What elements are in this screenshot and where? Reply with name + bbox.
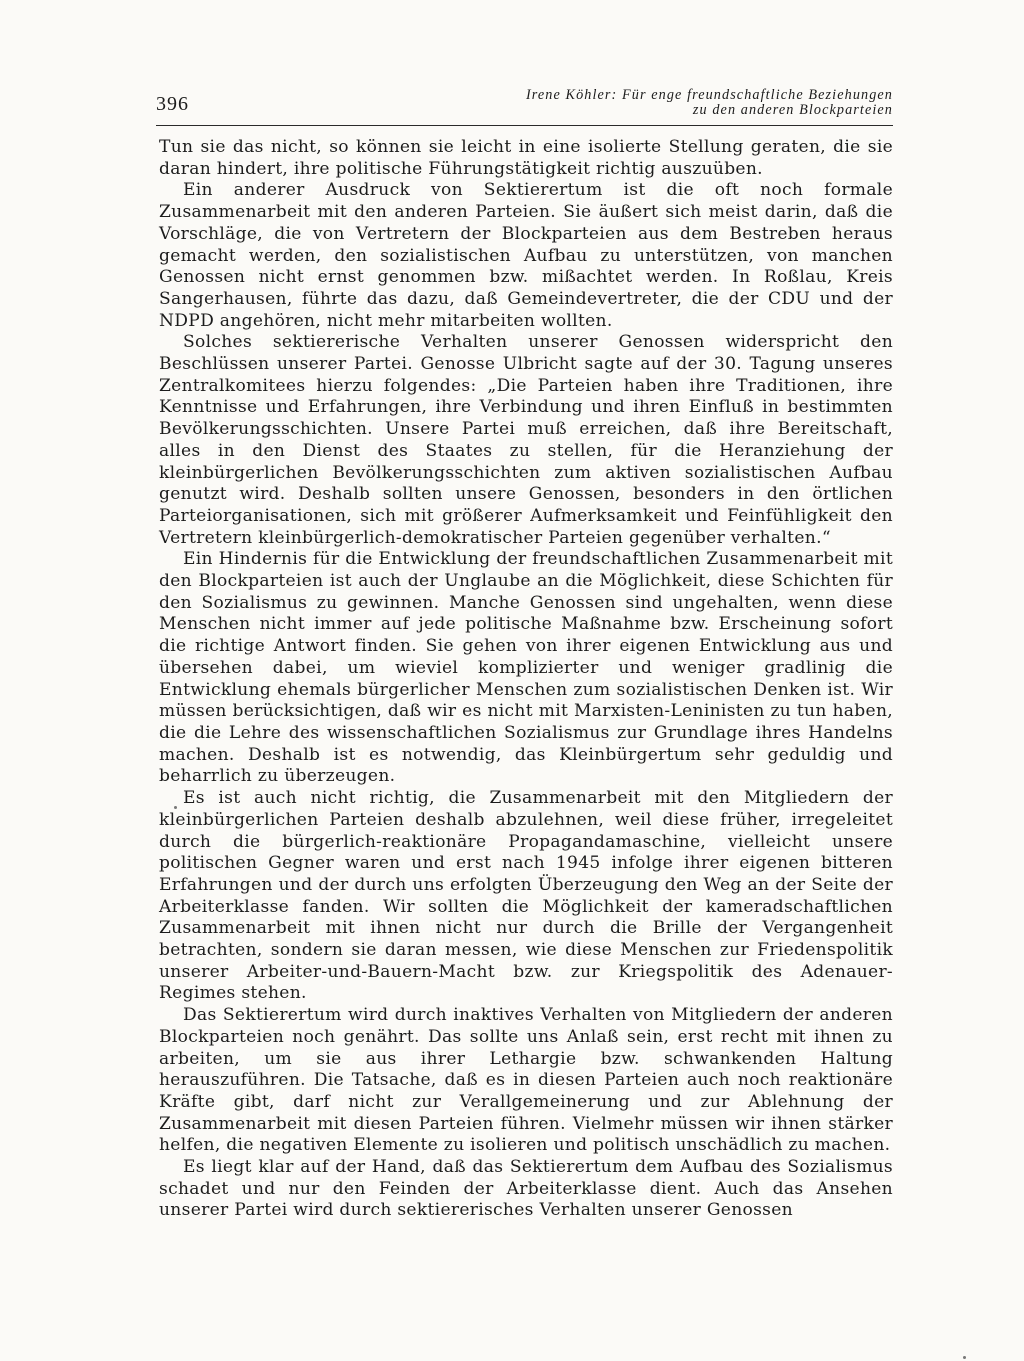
- paragraph: Es liegt klar auf der Hand, daß das Sektierertum dem Aufbau des Sozialismus schadet und nur den Feinden der Arbeiterklasse dient. Auch das Ansehen unserer Partei wird durch sektiererisches Verhalten unserer Genossen: [159, 1157, 893, 1221]
- print-speck: [174, 806, 177, 809]
- body-text: [159, 137, 893, 1222]
- running-head-line-2: zu den anderen Blockparteien: [692, 102, 893, 118]
- header-rule: [156, 125, 893, 126]
- page-number: 396: [156, 93, 189, 115]
- print-speck: [963, 1356, 966, 1359]
- paragraph: Tun sie das nicht, so können sie leicht in eine isolierte Stellung geraten, die sie daran hindert, ihre politische Führungstätigkeit richtig auszuüben.: [159, 137, 893, 179]
- running-head: [526, 88, 893, 118]
- paragraph: Das Sektierertum wird durch inaktives Verhalten von Mitgliedern der anderen Blockparteien noch genährt. Das sollte uns Anlaß sein, erst recht mit ihnen zu arbeiten, um sie aus ihrer Lethargie bzw. schwankenden Haltung herauszuführen. Die Tatsache, daß es in diesen Parteien auch noch reaktionäre Kräfte gibt, darf nicht zur Verallgemeinerung und zur Ablehnung der Zusammenarbeit mit diesen Parteien führen. Vielmehr müssen wir ihnen stärker helfen, die negativen Elemente zu isolieren und politisch unschädlich zu machen.: [159, 1005, 893, 1156]
- paragraph: Ein Hindernis für die Entwicklung der freundschaftlichen Zusammenarbeit mit den Blockparteien ist auch der Unglaube an die Möglichkeit, diese Schichten für den Sozialismus zu gewinnen. Manche Genossen sind ungehalten, wenn diese Menschen nicht immer auf jede politische Maßnahme bzw. Erscheinung sofort die richtige Antwort finden. Sie gehen von ihrer eigenen Entwicklung aus und übersehen dabei, um wieviel komplizierter und weniger gradlinig die Entwicklung ehemals bürgerlicher Menschen zum sozialistischen Denken ist. Wir müssen berücksichtigen, daß wir es nicht mit Marxisten-Leninisten zu tun haben, die die Lehre des wissenschaftlichen Sozialismus zur Grundlage ihres Handelns machen. Deshalb ist es notwendig, das Kleinbürgertum sehr geduldig und beharrlich zu überzeugen.: [159, 549, 893, 787]
- running-head-line-1: Irene Köhler: Für enge freundschaftliche Beziehungen: [525, 87, 893, 103]
- paragraph: Es ist auch nicht richtig, die Zusammenarbeit mit den Mitgliedern der kleinbürgerlichen Parteien deshalb abzulehnen, weil diese früher, irregeleitet durch die bürgerlich-reaktionäre Propagandamaschine, vielleicht unsere politischen Gegner waren und erst nach 1945 infolge ihrer eigenen bitteren Erfahrungen und der durch uns erfolgten Überzeugung den Weg an der Seite der Arbeiterklasse fanden. Wir sollten die Möglichkeit der kameradschaftlichen Zusammenarbeit mit ihnen nicht nur durch die Brille der Vergangenheit betrachten, sondern sie daran messen, wie diese Menschen zur Friedenspolitik unserer Arbeiter-und-Bauern-Macht bzw. zur Kriegspolitik des Adenauer-Regimes stehen.: [159, 788, 893, 1004]
- paragraph: Solches sektiererische Verhalten unserer Genossen widerspricht den Beschlüssen unserer Partei. Genosse Ulbricht sagte auf der 30. Tagung unseres Zentralkomitees hierzu folgendes: „Die Parteien haben ihre Traditionen, ihre Kenntnisse und Erfahrungen, ihre Verbindung und ihren Einfluß in bestimmten Bevölkerungsschichten. Unsere Partei muß erreichen, daß ihre Bereitschaft, alles in den Dienst des Staates zu stellen, für die Heranziehung der kleinbürgerlichen Bevölkerungsschichten zum aktiven sozialistischen Aufbau genutzt wird. Deshalb sollten unsere Genossen, besonders in den örtlichen Parteiorganisationen, sich mit größerer Aufmerksamkeit und Feinfühligkeit den Vertretern kleinbürgerlich-demokratischer Parteien gegenüber verhalten.“: [159, 332, 893, 548]
- page-header: [156, 88, 893, 124]
- paragraph: Ein anderer Ausdruck von Sektierertum ist die oft noch formale Zusammenarbeit mit den anderen Parteien. Sie äußert sich meist darin, daß die Vorschläge, die von Vertretern der Blockparteien aus dem Bestreben heraus gemacht werden, den sozialistischen Aufbau zu unterstützen, von manchen Genossen nicht ernst genommen bzw. mißachtet werden. In Roßlau, Kreis Sangerhausen, führte das dazu, daß Gemeindevertreter, die der CDU und der NDPD angehören, nicht mehr mitarbeiten wollten.: [159, 180, 893, 331]
